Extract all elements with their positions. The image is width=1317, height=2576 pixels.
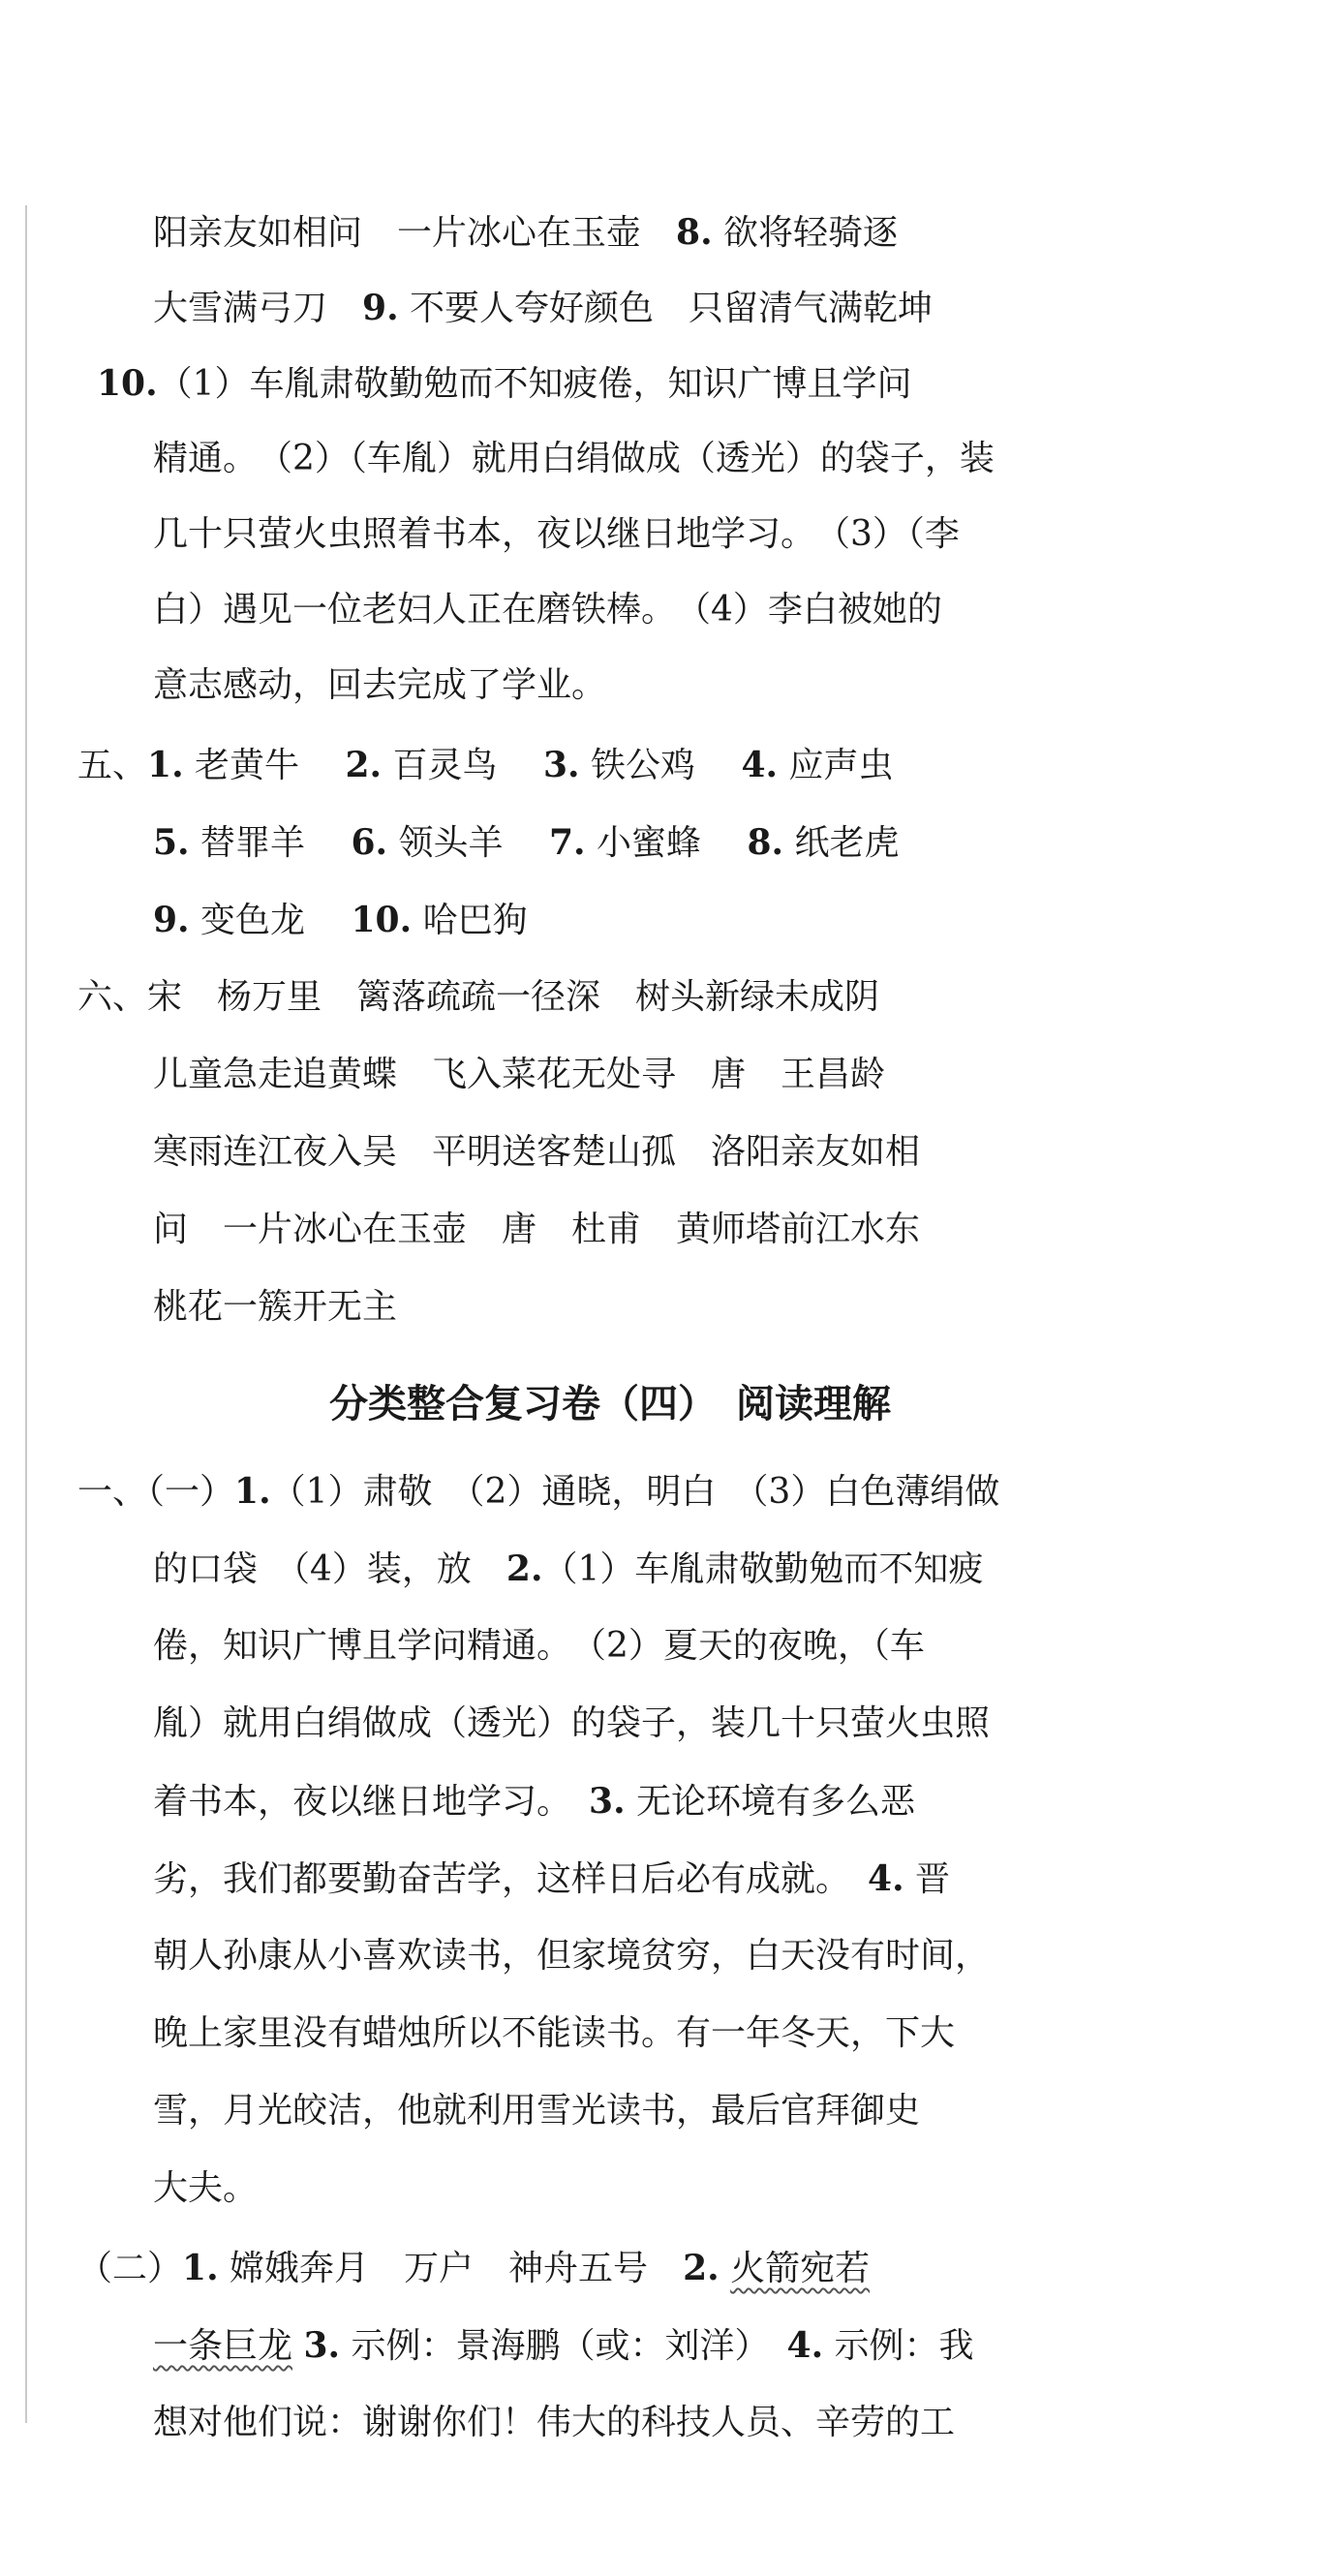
item-number: 1. [182,2248,219,2288]
text-line [153,1131,920,1174]
text-line [153,1209,920,1251]
item-number: 3. [303,2325,341,2366]
text-segment: 儿童急走追黄蝶 飞入菜花无处寻 唐 王昌龄 [153,1055,886,1094]
text-line [153,1286,397,1329]
text-segment: 大夫。 [153,2168,259,2208]
text-line [153,821,900,864]
text-segment: 的口袋 （4）装，放 [153,1549,506,1589]
item-number: 7. [548,822,586,863]
section-heading: 分类整合复习卷（四） 阅读理解 [329,1382,891,1426]
item-number: 2. [683,2248,720,2288]
text-segment: 嫦娥奔月 万户 神舟五号 [218,2249,684,2288]
text-segment: 雪，月光皎洁，他就利用雪光读书，最后官拜御史 [153,2091,921,2131]
text-line [153,1625,925,1668]
text-line [153,1054,885,1096]
text-segment: 变色龙 [189,901,352,940]
text-line [153,899,528,941]
text-segment: 阳亲友如相问 一片冰心在玉壶 [153,213,677,253]
text-line [77,2247,870,2289]
text-segment: 白）遇见一位老妇人正在磨铁棒。 （4）李白被她的 [153,590,942,629]
text-line [153,211,898,254]
text-segment: 哈巴狗 [412,901,528,940]
text-segment: 想对他们说：谢谢你们！伟大的科技人员、辛劳的工 [153,2403,956,2442]
text-segment: 意志感动，回去完成了学业。 [153,665,607,705]
text-segment: 胤）就用白绢做成（透光）的袋子，装几十只萤火虫照 [153,1703,991,1743]
item-number: 3. [542,745,580,785]
text-line [153,2090,920,2132]
text-segment: （1）车胤肃敬勤勉而不知疲倦，知识广博且学问 [157,364,912,404]
wavy-underlined-text: 一条巨龙 [153,2326,293,2366]
item-number: 5. [153,822,190,863]
text-segment: 朝人孙康从小喜欢读书，但家境贫穷，白天没有时间， [153,1936,991,1976]
text-segment: 不要人夸好颜色 只留清气满乾坤 [398,289,934,328]
text-segment [292,2326,303,2366]
text-segment: （二） [77,2249,183,2288]
text-segment: 示例：景海鹏（或：刘洋） [340,2326,787,2366]
text-line [153,287,933,329]
text-segment: 寒雨连江夜入吴 平明送客楚山孤 洛阳亲友如相 [153,1132,921,1172]
text-segment: 领头羊 [387,823,549,863]
text-line [153,438,995,480]
text-segment: 一、（一） [77,1472,235,1512]
text-segment: （1）车胤肃敬勤勉而不知疲 [542,1549,984,1589]
text-line [153,1857,950,1900]
text-segment: 小蜜蜂 [585,823,748,863]
item-number: 8. [676,212,713,253]
text-segment: 五、 [77,746,148,785]
item-number: 2. [505,1549,543,1589]
text-segment: 六、宋 杨万里 篱落疏疏一径深 树头新绿未成阴 [77,977,880,1017]
text-line [97,362,912,405]
text-line [153,2324,974,2367]
item-number: 3. [589,1781,626,1822]
item-number: 9. [153,900,190,940]
text-line [77,1470,999,1513]
item-number: 6. [351,822,388,863]
text-line [153,2167,258,2210]
text-segment: 倦，知识广博且学问精通。 （2）夏天的夜晚，（车 [153,1626,925,1666]
text-line [153,2402,955,2444]
text-line [153,589,942,631]
text-segment [720,2249,730,2288]
text-segment: 纸老虎 [783,823,900,863]
text-segment: 铁公鸡 [579,746,742,785]
text-segment: 问 一片冰心在玉壶 唐 杜甫 黄师塔前江水东 [153,1210,921,1249]
text-line [153,513,960,556]
item-number: 9. [362,288,399,328]
text-segment: 无论环境有多么恶 [625,1782,916,1822]
text-line [153,1548,983,1590]
item-number: 10. [351,900,413,940]
text-line [153,1780,915,1823]
item-number: 8. [747,822,784,863]
text-line [77,976,879,1019]
text-line [153,1702,990,1745]
margin-rule [25,205,27,2423]
text-segment: 百灵鸟 [382,746,543,785]
item-number: 10. [97,363,158,404]
text-line [153,1935,990,1978]
text-segment: 劣，我们都要勤奋苦学，这样日后必有成就。 [153,1859,869,1899]
text-segment: 几十只萤火虫照着书本，夜以继日地学习。 （3）（李 [153,514,960,554]
item-number: 4. [868,1858,904,1899]
text-segment: 欲将轻骑逐 [712,213,899,253]
item-number: 4. [741,745,779,785]
text-segment: 示例：我 [823,2326,974,2366]
text-segment: （1）肃敬 （2）通晓，明白 （3）白色薄绢做 [270,1472,1000,1512]
item-number: 1. [234,1471,271,1512]
wavy-underlined-text: 火箭宛若 [730,2249,871,2288]
text-segment: 老黄牛 [183,746,346,785]
text-line [77,744,894,786]
text-segment: 晋 [904,1859,951,1899]
text-segment: 大雪满弓刀 [153,289,363,328]
item-number: 1. [147,745,184,785]
text-segment: 着书本，夜以继日地学习。 [153,1782,590,1822]
text-line [153,664,606,707]
item-number: 2. [345,745,383,785]
item-number: 4. [786,2325,824,2366]
text-segment: 应声虫 [778,746,894,785]
text-segment: 替罪羊 [189,823,352,863]
text-segment: 精通。 （2）（车胤）就用白绢做成（透光）的袋子，装 [153,439,995,478]
text-segment: 桃花一簇开无主 [153,1287,398,1327]
text-segment: 晚上家里没有蜡烛所以不能读书。有一年冬天，下大 [153,2013,956,2053]
text-line [153,2012,955,2055]
